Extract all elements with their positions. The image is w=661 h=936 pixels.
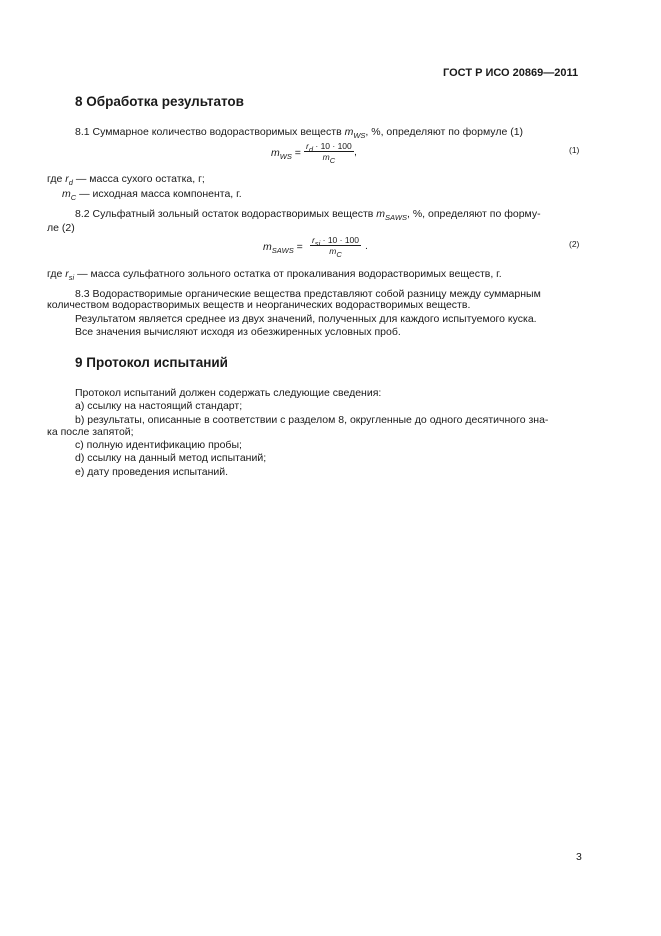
where-mc — [62, 188, 242, 201]
paragraph-8-2-text: 8.2 Сульфатный зольный остаток водорастворимых веществ — [75, 208, 377, 220]
where-var: r — [65, 173, 69, 185]
subscript-saws: SAWS — [385, 213, 407, 222]
where-var: r — [65, 268, 69, 280]
where-prefix: где — [47, 268, 66, 280]
formula-1-numerator — [304, 141, 354, 154]
section-8-heading: 8 Обработка результатов — [75, 94, 244, 109]
paragraph-8-2-tail: , %, определяют по форму- — [407, 208, 541, 220]
formula-2-equals: = — [293, 241, 303, 253]
where-prefix: где — [47, 173, 66, 185]
where-var: m — [62, 188, 71, 200]
formula-2-sub: SAWS — [271, 246, 294, 255]
page-number: 3 — [576, 851, 582, 863]
numerator-tail: · 10 · 100 — [320, 235, 360, 245]
where-text: — масса сульфатного зольного остатка от прокаливания водорастворимых веществ, г. — [74, 268, 502, 280]
list-item-b: b) результаты, описанные в соответствии с разделом 8, округленные до одного десятичного зна- — [75, 414, 549, 426]
where-sub: d — [68, 178, 73, 187]
formula-1-number: (1) — [569, 145, 580, 155]
list-item-b-continued: ка после запятой; — [47, 426, 134, 438]
paragraph-all-values: Все значения вычисляют исходя из обезжиренных условных проб. — [75, 326, 401, 338]
subscript-ws: WS — [353, 131, 366, 140]
protocol-intro: Протокол испытаний должен содержать следующие сведения: — [75, 387, 382, 399]
section-9-heading: 9 Протокол испытаний — [75, 355, 228, 370]
numerator-var: r — [312, 235, 315, 245]
denominator-sub: C — [336, 250, 342, 259]
formula-1-lhs — [271, 147, 301, 160]
where-sub: C — [70, 193, 77, 202]
where-rd — [47, 173, 205, 186]
formula-1-fraction — [304, 141, 354, 163]
formula-1-var: m — [271, 147, 280, 159]
where-sub: si — [68, 273, 75, 282]
formula-1-comma: , — [354, 146, 357, 158]
formula-2-lhs — [263, 241, 303, 254]
document-code: ГОСТ Р ИСО 20869—2011 — [443, 67, 579, 79]
formula-2-fraction — [310, 235, 361, 257]
list-item-d: d) ссылку на данный метод испытаний; — [75, 452, 267, 464]
list-item-a: a) ссылку на настоящий стандарт; — [75, 400, 243, 412]
where-text: — исходная масса компонента, г. — [76, 188, 242, 200]
paragraph-8-1 — [75, 126, 523, 139]
formula-2-period: . — [365, 240, 368, 252]
where-rsi — [47, 268, 502, 281]
formula-1-equals: = — [291, 147, 301, 159]
where-text: — масса сухого остатка, г; — [72, 173, 205, 185]
paragraph-8-1-text: 8.1 Суммарное количество водорастворимых веществ — [75, 126, 345, 138]
paragraph-8-2 — [75, 208, 541, 221]
formula-2-var: m — [263, 241, 272, 253]
paragraph-8-3-line1: 8.3 Водорастворимые органические вещества представляют собой разницу между суммарным — [75, 288, 541, 300]
paragraph-8-2-line2: ле (2) — [47, 222, 75, 234]
list-item-e: e) дату проведения испытаний. — [75, 466, 229, 478]
numerator-tail: · 10 · 100 — [313, 141, 352, 151]
symbol-m: m — [344, 126, 354, 138]
numerator-sub: d — [308, 145, 314, 154]
denominator-sub: C — [329, 156, 336, 165]
paragraph-8-3-line2: количеством водорастворимых веществ и неорганических водорастворимых веществ. — [47, 299, 471, 311]
denominator-var: m — [329, 246, 337, 256]
numerator-sub: si — [314, 239, 321, 248]
list-item-c: c) полную идентификацию пробы; — [75, 439, 242, 451]
numerator-var: r — [306, 141, 309, 151]
paragraph-8-1-tail: , %, определяют по формуле (1) — [365, 126, 524, 138]
paragraph-result: Результатом является среднее из двух значений, полученных для каждого испытуемого куска. — [75, 313, 537, 325]
formula-1-sub: WS — [279, 152, 292, 161]
formula-2-number: (2) — [569, 239, 580, 249]
denominator-var: m — [322, 152, 330, 162]
formula-2-numerator — [310, 235, 361, 248]
symbol-m: m — [376, 208, 386, 220]
